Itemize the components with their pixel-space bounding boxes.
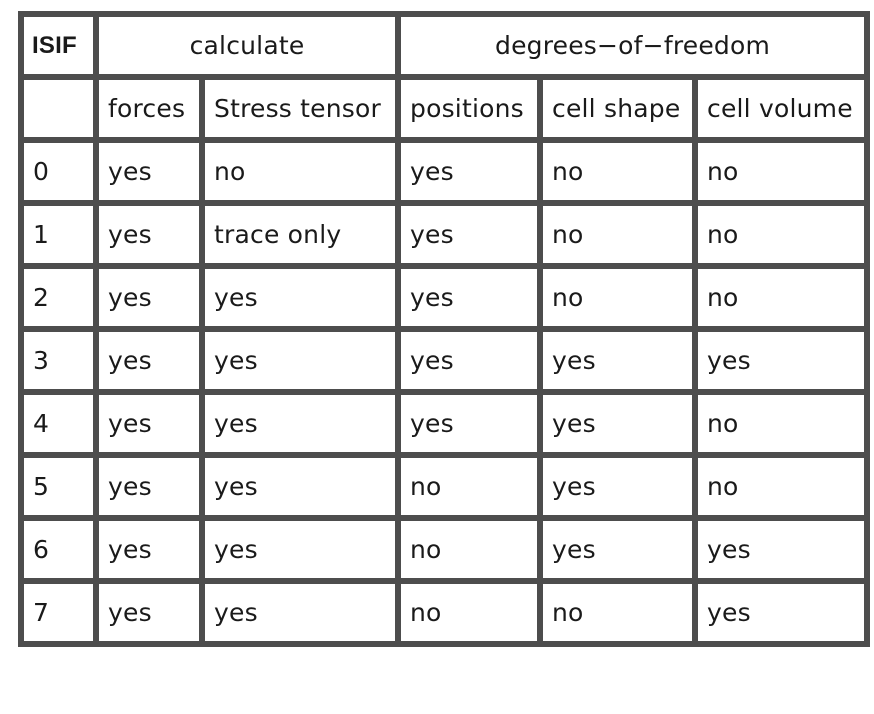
table-row — [21, 455, 867, 518]
table-body — [21, 140, 867, 644]
header-calculate: calculate — [96, 14, 398, 77]
isif-table-container — [18, 11, 870, 647]
cell-stress-tensor: yes — [202, 329, 398, 392]
cell-isif: 5 — [21, 455, 96, 518]
cell-cell-volume: no — [695, 455, 867, 518]
cell-forces: yes — [96, 329, 202, 392]
cell-positions: yes — [398, 140, 540, 203]
cell-cell-shape: no — [540, 266, 695, 329]
cell-isif: 7 — [21, 581, 96, 644]
table-row — [21, 329, 867, 392]
isif-table — [18, 11, 870, 647]
cell-isif: 0 — [21, 140, 96, 203]
cell-positions: yes — [398, 266, 540, 329]
table-row — [21, 392, 867, 455]
table-header — [21, 14, 867, 140]
cell-isif: 2 — [21, 266, 96, 329]
cell-positions: no — [398, 518, 540, 581]
cell-positions: yes — [398, 329, 540, 392]
header-row-sub — [21, 77, 867, 140]
cell-cell-shape: yes — [540, 518, 695, 581]
cell-forces: yes — [96, 581, 202, 644]
cell-positions: no — [398, 581, 540, 644]
cell-stress-tensor: yes — [202, 581, 398, 644]
cell-stress-tensor: yes — [202, 266, 398, 329]
cell-stress-tensor: yes — [202, 392, 398, 455]
cell-cell-shape: yes — [540, 329, 695, 392]
cell-cell-shape: no — [540, 203, 695, 266]
cell-positions: yes — [398, 392, 540, 455]
table-row — [21, 518, 867, 581]
cell-forces: yes — [96, 518, 202, 581]
table-row — [21, 203, 867, 266]
table-row — [21, 266, 867, 329]
cell-cell-volume: yes — [695, 329, 867, 392]
cell-stress-tensor: no — [202, 140, 398, 203]
cell-positions: yes — [398, 203, 540, 266]
cell-cell-shape: no — [540, 140, 695, 203]
cell-cell-volume: no — [695, 203, 867, 266]
cell-cell-volume: yes — [695, 581, 867, 644]
table-row — [21, 581, 867, 644]
cell-isif: 6 — [21, 518, 96, 581]
cell-forces: yes — [96, 392, 202, 455]
cell-cell-shape: no — [540, 581, 695, 644]
cell-stress-tensor: yes — [202, 455, 398, 518]
cell-forces: yes — [96, 266, 202, 329]
cell-positions: no — [398, 455, 540, 518]
cell-cell-volume: no — [695, 392, 867, 455]
header-isif: ISIF — [21, 14, 96, 77]
header-stress-tensor: Stress tensor — [202, 77, 398, 140]
cell-cell-volume: no — [695, 140, 867, 203]
cell-stress-tensor: yes — [202, 518, 398, 581]
cell-isif: 4 — [21, 392, 96, 455]
header-forces: forces — [96, 77, 202, 140]
cell-stress-tensor: trace only — [202, 203, 398, 266]
header-empty-cell — [21, 77, 96, 140]
header-row-top — [21, 14, 867, 77]
cell-isif: 1 — [21, 203, 96, 266]
cell-cell-shape: yes — [540, 455, 695, 518]
header-cell-volume: cell volume — [695, 77, 867, 140]
cell-forces: yes — [96, 455, 202, 518]
cell-forces: yes — [96, 203, 202, 266]
cell-cell-volume: yes — [695, 518, 867, 581]
cell-cell-volume: no — [695, 266, 867, 329]
cell-isif: 3 — [21, 329, 96, 392]
cell-cell-shape: yes — [540, 392, 695, 455]
header-degrees-of-freedom: degrees−of−freedom — [398, 14, 867, 77]
header-cell-shape: cell shape — [540, 77, 695, 140]
cell-forces: yes — [96, 140, 202, 203]
table-row — [21, 140, 867, 203]
header-positions: positions — [398, 77, 540, 140]
